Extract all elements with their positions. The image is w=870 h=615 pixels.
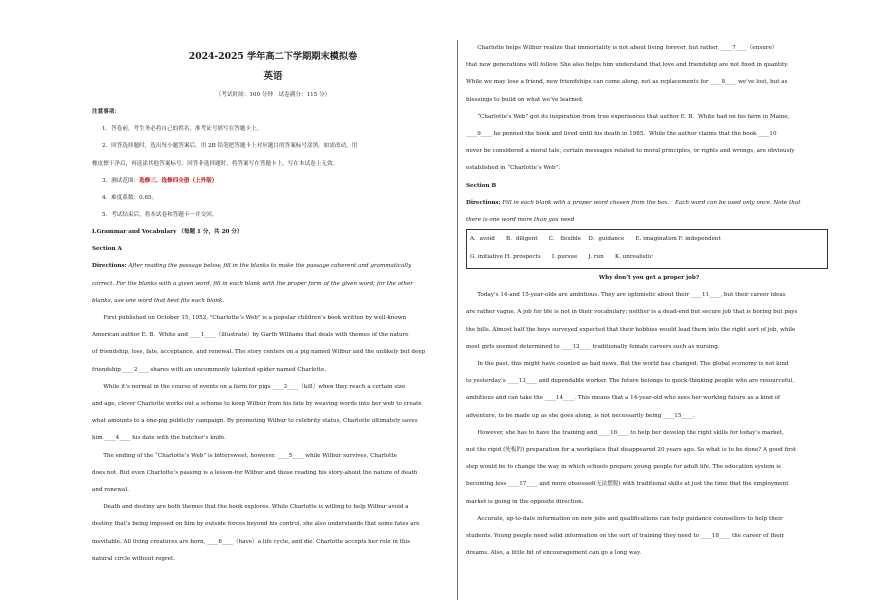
- passage-line: While we may lose a friend, new friendships can come along, not as replacements for ____8____ we’ve lost, but as: [466, 79, 788, 86]
- passage-a: [92, 310, 454, 568]
- passage-line: and renewal.: [92, 487, 129, 494]
- passage-line: not the rigid (死板的) preparation for a workplace that disappeared 20 years ago. So what is to be done? A good first: [466, 447, 797, 454]
- passage-line: Charlotte helps Wilbur realize that immortality is not about living forever, but rather, ____7____（ensure）: [477, 45, 778, 51]
- passage-line: becoming less ____17____ and more obsessed(无法摆脱) with traditional skills at just the time that the employment: [466, 481, 789, 488]
- passage-line: does not. But even Charlotte’s passing is a lesson-for Wilbur and those reading his story-about the nature of death: [92, 469, 418, 476]
- passage-line: inevitable. All living creatures are born, ____6____（have）a life cycle, and die. Charlotte accepts her role in this: [92, 538, 411, 545]
- note-item: 2．回答选择题时，选出每小题答案后，用 2B 铅笔把答题卡上对应题目的答案标号涂黑。如需改动，用: [102, 143, 358, 150]
- part1-block: [92, 224, 454, 310]
- exam-title: 2024-2025 学年高二下学期期末模拟卷: [188, 51, 358, 62]
- passage-line: The ending of the “Charlotte’s Web” is bittersweet, however, ____5____ while Wilbur survives, Charlotte: [103, 452, 397, 459]
- word-box-row: G. initiative H. prospects I. pursue J. run K. unrealistic: [470, 254, 653, 260]
- note-item: 1．答卷前，考生务必将自己的姓名、准考证号填写在答题卡上。: [102, 126, 263, 133]
- part1-heading: I.Grammar and Vocabulary （每题 1 分，共 20 分）: [92, 229, 243, 235]
- directions-text: After reading the passage below, fill in the blanks to make the passage coherent and grammatically: [126, 263, 412, 270]
- passage-line: ____9____ he penned the book and lived until his death in 1985．While the author claims that the book ____10: [466, 131, 777, 138]
- passage-line: what amounts to a one-pig publicity campaign. By promoting Wilbur to celebrity status, Charlotte ultimately saves: [92, 418, 418, 425]
- passage-line: students. Young people need solid information on the sort of training they need to ____18____ the career of their: [466, 533, 785, 540]
- passage-line: of friendship, loss, fate, acceptance, and renewal. The story centers on a pig named Wilbur and the unlikely but deep: [92, 349, 426, 356]
- passage-line: blessings to build on what we’ve learned.: [466, 96, 584, 103]
- passage-line: market is going in the opposite direction.: [466, 498, 584, 505]
- section-a-heading: Section A: [92, 246, 122, 253]
- exam-meta: （考试时间：100 分钟 试卷满分：115 分）: [215, 92, 331, 98]
- passage-a-cont: [466, 40, 832, 229]
- notes-heading: 注意事项：: [92, 109, 120, 115]
- passage-line: and age, clever Charlotte works out a scheme to keep Wilbur from his fate by weaving words into her web to create: [92, 401, 422, 408]
- passage-line: adventure, to be made up as she goes along, is not necessarily being ____15____.: [466, 412, 695, 419]
- note-item: 4．难度系数：0.65。: [102, 195, 158, 202]
- directions-a: [92, 258, 454, 275]
- passage-line: Today’s 14-and 15-year-olds are ambitious. They are optimistic about their ____11____, but their career ideas: [477, 292, 786, 299]
- note-item-scope: [92, 173, 454, 190]
- passage-line: Death and destiny are both themes that the book explores. While Charlotte is willing to help Wilbur avoid a: [103, 504, 409, 511]
- note-item: 橡皮擦干净后，再选涂其他答案标号。回答非选择题时，将答案写在答题卡上。写在本试卷上无效。: [92, 160, 339, 167]
- directions-b: [466, 195, 832, 212]
- passage-line: Accurate, up-to-date information on new jobs and qualifications can help guidance counsellors to help their: [477, 515, 783, 522]
- passage-line: most girls seemed determined to ____12____ traditionally female careers such as nursing.: [466, 343, 720, 350]
- passage-line: American author E. B．White and ____1____（illustrate）by Garth Williams that deals with themes of the nature: [92, 332, 409, 339]
- passage-line: him ____4____ his date with the butcher’s knife.: [92, 435, 227, 442]
- passage-line: established in “Charlotte’s Web”.: [466, 165, 561, 172]
- passage-line: are rather vague. A job for life is not in their vocabulary; neither is a dead-end but secure job that is boring but pays: [466, 309, 798, 316]
- passage-line: friendship ____2____ shares with an uncommonly talented spider named Charlotte.: [92, 366, 327, 373]
- directions-text: blanks, use one word that best fits each blank.: [92, 297, 225, 304]
- passage-line: “Charlotte’s Web” got its inspiration from true experiences that author E. B．White had on his farm in Maine,: [477, 113, 790, 120]
- passage-line: dreams. Also, a little bit of encouragement can go a long way.: [466, 550, 642, 557]
- column-divider: [457, 40, 458, 600]
- note-scope-value: 选修三、选修四全册（上外版）: [139, 177, 218, 184]
- passage-line: to yesterday’s ____13____ and dependable worker. The future belongs to quick-thinking people who are resourceful,: [466, 378, 795, 385]
- passage-line: ambitious and can take the ____14____. This means that a 14-year-old who sees her working future as a kind of: [466, 395, 781, 402]
- passage-line: the bills. Almost half the boys surveyed expected that their hobbies would lead them into the right sort of job, while: [466, 326, 796, 333]
- section-b-heading: Section B: [466, 182, 497, 189]
- passage-line: never be considered a moral tale, certain messages related to moral principles, or rights and wrongs, are obviously: [466, 148, 795, 155]
- passage-line: step would be to change the way in which schools prepare young people for adult life. The education system is: [466, 464, 781, 471]
- word-box-row: A．avoid B．diligent C． flexible D．guidance E. imagination F. independent: [470, 236, 721, 242]
- passage-line: In the past, this might have counted as bad news. But the world has changed. The global economy is not kind: [477, 361, 789, 368]
- notes-block: [92, 104, 454, 224]
- passage-line: While it’s normal in the course of events on a farm for pigs ____3____（kill）when they reach a certain size: [103, 383, 406, 390]
- passage-line: First published on October 15, 1952, "Charlotte’s Web" is a popular children’s book written by well-known: [103, 315, 407, 321]
- exam-subject: 英语: [263, 71, 283, 82]
- directions-text: there is one word more than you need: [466, 217, 575, 224]
- word-box: [466, 229, 828, 269]
- directions-text: correct. For the blanks with a given word, fill in each blank with the proper form of the given word; for the other: [92, 280, 413, 287]
- passage-b: [466, 270, 832, 562]
- passage-line: However, she has to have the training and ____16____ to help her develop the right skills for today’s market,: [477, 429, 784, 436]
- passage-line: natural circle without regret.: [92, 555, 175, 562]
- passage-b-title: Why don’t you get a proper job?: [598, 275, 700, 281]
- note-item: 5．考试结束后，将本试卷和答题卡一并交回。: [102, 212, 218, 219]
- directions-label: Directions:: [92, 263, 127, 270]
- passage-line: destiny that’s being imposed on him by outside forces beyond his control, she also understands that some fates are: [92, 521, 420, 528]
- directions-text: Fill in each blank with a proper word chosen from the box. Each word can be used only once. Note that: [500, 199, 801, 206]
- directions-label: Directions:: [466, 199, 501, 206]
- note-scope-label: 3．测试范围：: [102, 177, 140, 184]
- passage-line: that new generations will follow. She also helps him understand that love and friendship are not fixed in quantity.: [466, 62, 789, 69]
